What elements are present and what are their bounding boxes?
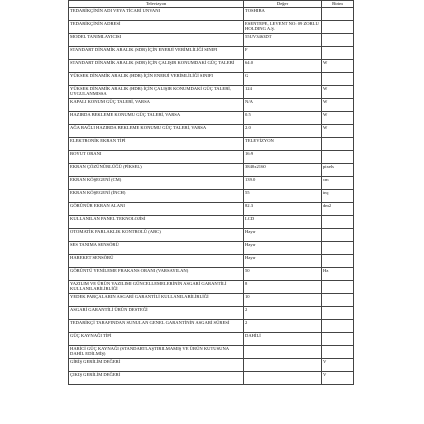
row-value: 55UV3463DT xyxy=(244,34,322,47)
row-value: 10 xyxy=(244,294,322,307)
table-body xyxy=(69,8,354,385)
table-row xyxy=(69,203,354,216)
row-label: GÖRÜNTÜ YENİLEME FRAKANS ORANI (VARSAYILAN) xyxy=(69,268,244,281)
row-value: Hayır xyxy=(244,242,322,255)
row-label: TEDARİKÇİ TARAFINDAN SUNULAN GENEL GARANTİNİN ASGARİ SÜRESİ xyxy=(69,320,244,333)
row-value: LCD xyxy=(244,216,322,229)
row-label: ASGARİ GARANTİLİ ÜRÜN DESTEĞİ xyxy=(69,307,244,320)
row-label: EKRAN KÖŞEGENİ (İNCH) xyxy=(69,190,244,203)
row-unit xyxy=(322,281,354,294)
row-value: 2 xyxy=(244,320,322,333)
table-row xyxy=(69,216,354,229)
row-unit xyxy=(322,151,354,164)
row-label: ELEKTRONİK EKRAN TİPİ xyxy=(69,138,244,151)
row-unit: W xyxy=(322,86,354,99)
row-label: YEDEK PARÇALARIN ASGARİ GARANTİLİ KULLANILABİLİRLİĞİ xyxy=(69,294,244,307)
table-row xyxy=(69,281,354,294)
row-unit xyxy=(322,229,354,242)
row-value: 50 xyxy=(244,268,322,281)
row-value: 64.0 xyxy=(244,60,322,73)
table-header-row xyxy=(69,1,354,8)
table-row xyxy=(69,60,354,73)
table-row xyxy=(69,242,354,255)
row-label: GÖRÜNÜR EKRAN ALANI xyxy=(69,203,244,216)
table-row xyxy=(69,164,354,177)
table-row xyxy=(69,320,354,333)
row-value: 2.0 xyxy=(244,125,322,138)
row-unit: cm xyxy=(322,177,354,190)
table-row xyxy=(69,151,354,164)
table-row xyxy=(69,8,354,21)
table-row xyxy=(69,372,354,385)
row-value: 8 xyxy=(244,281,322,294)
row-unit: dm2 xyxy=(322,203,354,216)
row-label: HAREKET SENSÖRÜ xyxy=(69,255,244,268)
row-label: OTOMATİK PARLAKLIK KONTROLÜ (ABC) xyxy=(69,229,244,242)
row-label: TEDARİKÇİNİN ADI VEYA TİCARİ UNVANI xyxy=(69,8,244,21)
table-row xyxy=(69,177,354,190)
row-value: TOSHIBA xyxy=(244,8,322,21)
row-value: Hayır xyxy=(244,229,322,242)
table-row xyxy=(69,112,354,125)
row-value: TELEVİZYON xyxy=(244,138,322,151)
row-unit xyxy=(322,294,354,307)
row-label: SES TANIMA SENSÖRÜ xyxy=(69,242,244,255)
row-value: DAHİLİ xyxy=(244,333,322,346)
row-value: 0.5 xyxy=(244,112,322,125)
table-row xyxy=(69,138,354,151)
row-unit: inç xyxy=(322,190,354,203)
row-value xyxy=(244,346,322,359)
row-label: MODEL TANIMLAYICISI xyxy=(69,34,244,47)
row-unit xyxy=(322,8,354,21)
row-label: KAPALI KONUM GÜÇ TALEBİ, VARSA xyxy=(69,99,244,112)
row-label: KULLANILAN PANEL TEKNOLOJİSİ xyxy=(69,216,244,229)
row-unit: W xyxy=(322,112,354,125)
row-value: 16:9 xyxy=(244,151,322,164)
row-value: G xyxy=(244,73,322,86)
header-value: Değer xyxy=(244,1,322,8)
row-unit xyxy=(322,73,354,86)
row-label: YAZILIM VE ÜRÜN YAZILIMI GÜNCELLEMELERİNİN ASGARİ GARANTİLİ KULLANILABİLİRLİĞİ xyxy=(69,281,244,294)
row-unit xyxy=(322,34,354,47)
row-value: 124 xyxy=(244,86,322,99)
row-value: F xyxy=(244,47,322,60)
table-row xyxy=(69,190,354,203)
row-unit xyxy=(322,21,354,34)
table-row xyxy=(69,86,354,99)
row-label: GÜÇ KAYNAĞI TİPİ xyxy=(69,333,244,346)
table-row xyxy=(69,229,354,242)
row-value: ESENTEPE, LEVENT NO: 09 ZORLU HOLDING A.Ş. xyxy=(244,21,322,34)
row-unit: W xyxy=(322,60,354,73)
row-unit: W xyxy=(322,99,354,112)
table-row xyxy=(69,307,354,320)
table-row xyxy=(69,99,354,112)
row-value: 82.3 xyxy=(244,203,322,216)
row-value: 55 xyxy=(244,190,322,203)
table-row xyxy=(69,333,354,346)
row-unit xyxy=(322,333,354,346)
row-label: YÜKSEK DİNAMİK ARALIK (HDR) İÇİN ENERJİ VERİMLİLİĞİ SINIFI xyxy=(69,73,244,86)
table-row xyxy=(69,359,354,372)
table-row xyxy=(69,294,354,307)
row-label: AĞA BAĞLI HAZIRDA BEKLEME KONUMU GÜÇ TALEBİ, VARSA xyxy=(69,125,244,138)
row-unit xyxy=(322,255,354,268)
row-label: HARİCİ GÜÇ KAYNAĞI (STANDARTLAŞTIRILMAMIŞ VE ÜRÜN KUTUSUNA DAHİL EDİLMİŞ) xyxy=(69,346,244,359)
row-label: STANDART DİNAMİK ARALIK (SDR) İÇİN ENERJİ VERİMLİLİĞİ SINIFI xyxy=(69,47,244,60)
row-label: YÜKSEK DİNAMİK ARALIK (HDR) İÇİN ÇALIŞIR KONUMDAKİ GÜÇ TALEBİ, UYGULANMISSA xyxy=(69,86,244,99)
row-value: N/A xyxy=(244,99,322,112)
row-value xyxy=(244,372,322,385)
product-info-table xyxy=(68,0,354,385)
header-unit: Birim xyxy=(322,1,354,8)
row-unit: V xyxy=(322,359,354,372)
row-unit: V xyxy=(322,372,354,385)
row-value xyxy=(244,359,322,372)
table-row xyxy=(69,47,354,60)
row-unit xyxy=(322,307,354,320)
row-unit xyxy=(322,242,354,255)
row-value: 2 xyxy=(244,307,322,320)
table-row xyxy=(69,34,354,47)
table-row xyxy=(69,346,354,359)
table-row xyxy=(69,73,354,86)
table-row xyxy=(69,268,354,281)
table-row xyxy=(69,21,354,34)
row-unit xyxy=(322,216,354,229)
row-value: 139.0 xyxy=(244,177,322,190)
table-row xyxy=(69,255,354,268)
row-label: ÇIKIŞ GERİLİM DEĞERİ xyxy=(69,372,244,385)
row-unit xyxy=(322,138,354,151)
row-label: EKRAN KÖŞEGENİ (CM) xyxy=(69,177,244,190)
row-label: BOYUT ORANI xyxy=(69,151,244,164)
row-unit xyxy=(322,346,354,359)
row-unit: W xyxy=(322,125,354,138)
row-label: TEDARİKÇİNİN ADRESİ xyxy=(69,21,244,34)
row-label: EKRAN ÇÖZÜNÜRLÜĞÜ (PİKSEL) xyxy=(69,164,244,177)
row-unit xyxy=(322,47,354,60)
row-unit: Hz xyxy=(322,268,354,281)
row-unit xyxy=(322,320,354,333)
row-value: Hayır xyxy=(244,255,322,268)
row-label: STANDART DİNAMİK ARALIK (SDR) İÇİN ÇALIŞIR KONUMDAKİ GÜÇ TALEBİ xyxy=(69,60,244,73)
row-value: 3840x2160 xyxy=(244,164,322,177)
row-unit: pixels xyxy=(322,164,354,177)
table-row xyxy=(69,125,354,138)
row-label: GİRİŞ GERİLİM DEĞERİ xyxy=(69,359,244,372)
header-product: Televizyon xyxy=(69,1,244,8)
row-label: HAZIRDA BEKLEME KONUMU GÜÇ TALEBİ, VARSA xyxy=(69,112,244,125)
